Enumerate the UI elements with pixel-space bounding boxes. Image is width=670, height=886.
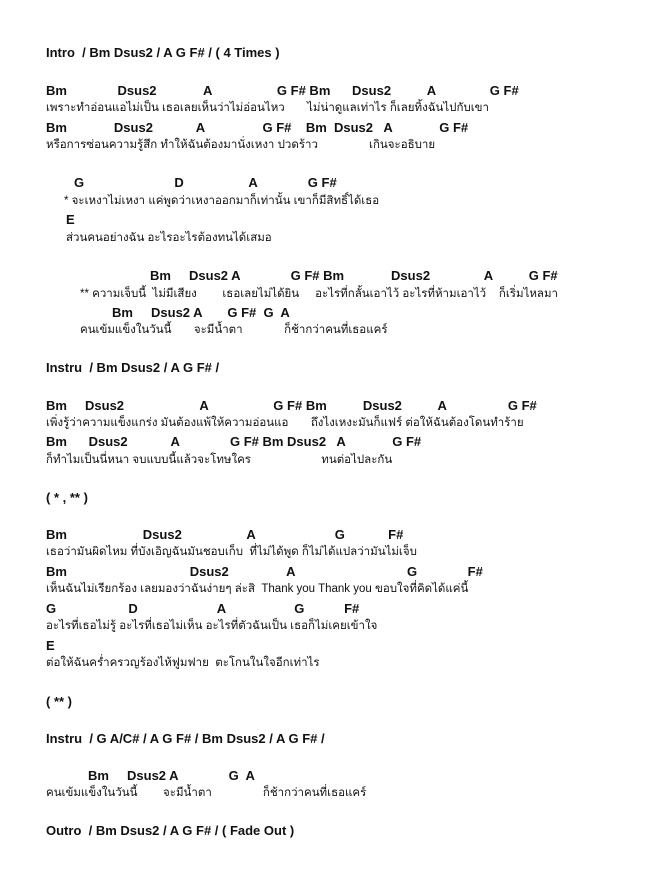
bridge-chords-1: Bm Dsus2 A G F# [46,527,404,542]
bridge-lyric-1: เธอว่ามันผิดไหม ที่บังเอิญฉันมันชอบเก็บ ที่ไม่ได้พูด ก็ไม่ได้แปลว่ามันไม่เจ็บ [46,546,417,558]
verse2-chords-1: Bm Dsus2 A G F# Bm Dsus2 A G F# [46,398,537,413]
ending-lyric: คนเข้มแข็งในวันนี้ จะมีน้ำตา ก็ช้ากว่าคนที่เธอแคร์ [46,787,367,799]
chorus-lyric-2: คนเข้มแข็งในวันนี้ จะมีน้ำตา ก็ช้ากว่าคนที่เธอแคร์ [80,324,388,336]
verse1-chords-1: Bm Dsus2 A G F# Bm Dsus2 A G F# [46,83,519,98]
prechorus-chords-1: G D A G F# [74,175,337,190]
chorus-chords-1: Bm Dsus2 A G F# Bm Dsus2 A G F# [150,268,558,283]
repeat-line-1: ( * , ** ) [46,490,88,505]
verse2-chords-2: Bm Dsus2 A G F# Bm Dsus2 A G F# [46,434,422,449]
prechorus-lyric-1: * จะเหงาไม่เหงา แค่พูดว่าเหงาออกมาก็เท่านั้น เขาก็มีสิทธิ์ได้เธอ [64,195,380,207]
outro-line: Outro / Bm Dsus2 / A G F# / ( Fade Out ) [46,823,295,838]
ending-chords: Bm Dsus2 A G A [88,768,255,783]
instru-line-2: Instru / G A/C# / A G F# / Bm Dsus2 / A G F# / [46,731,325,746]
prechorus-chords-2: E [66,212,75,227]
prechorus-lyric-2: ส่วนคนอย่างฉัน อะไรอะไรต้องทนได้เสมอ [66,232,272,244]
bridge-chords-3: G D A G F# [46,601,360,616]
verse2-lyric-2: ก็ทำไมเป็นนี่หนา จบแบบนี้แล้วจะโทษใคร ทนต่อไปละกัน [46,454,393,466]
verse1-lyric-2: หรือการซ่อนความรู้สึก ทำให้ฉันต้องมานั่งเหงา ปวดร้าว เกินจะอธิบาย [46,139,436,151]
intro-line: Intro / Bm Dsus2 / A G F# / ( 4 Times ) [46,45,280,60]
instru-line-1: Instru / Bm Dsus2 / A G F# / [46,360,220,375]
chorus-lyric-1: ** ความเจ็บนี้ ไม่มีเสียง เธอเลยไม่ได้ยิน อะไรที่กลั้นเอาไว้ อะไรที่ห้ามเอาไว้ ก็เริ่มไหลมา [80,288,559,300]
repeat-line-2: ( ** ) [46,694,72,709]
bridge-lyric-2: เห็นฉันไม่เรียกร้อง เลยมองว่าฉันง่ายๆ ล่ะสิ Thank you Thank you ขอบใจที่คิดได้แค่นี้ [46,583,469,595]
bridge-chords-4: E [46,638,55,653]
bridge-lyric-4: ต่อให้ฉันคร่ำครวญร้องไห้ฟูมฟาย ตะโกนในใจอีกเท่าไร [46,657,320,669]
verse1-lyric-1: เพราะทำอ่อนแอไม่เป็น เธอเลยเห็นว่าไม่อ่อนไหว ไม่น่าดูแลเท่าไร ก็เลยทิ้งฉันไปกับเขา [46,102,489,114]
verse1-chords-2: Bm Dsus2 A G F# Bm Dsus2 A G F# [46,120,469,135]
bridge-chords-2: Bm Dsus2 A G F# [46,564,483,579]
bridge-lyric-3: อะไรที่เธอไม่รู้ อะไรที่เธอไม่เห็น อะไรที่ตัวฉันเป็น เธอก็ไม่เคยเข้าใจ [46,620,378,632]
chorus-chords-2: Bm Dsus2 A G F# G A [112,305,290,320]
verse2-lyric-1: เพิ่งรู้ว่าความแข็งแกร่ง มันต้องแพ้ให้ความอ่อนแอ ถึงไงเหงะมันก็แฟร์ ต่อให้ฉันต้องโดนทำร้าย [46,417,524,429]
